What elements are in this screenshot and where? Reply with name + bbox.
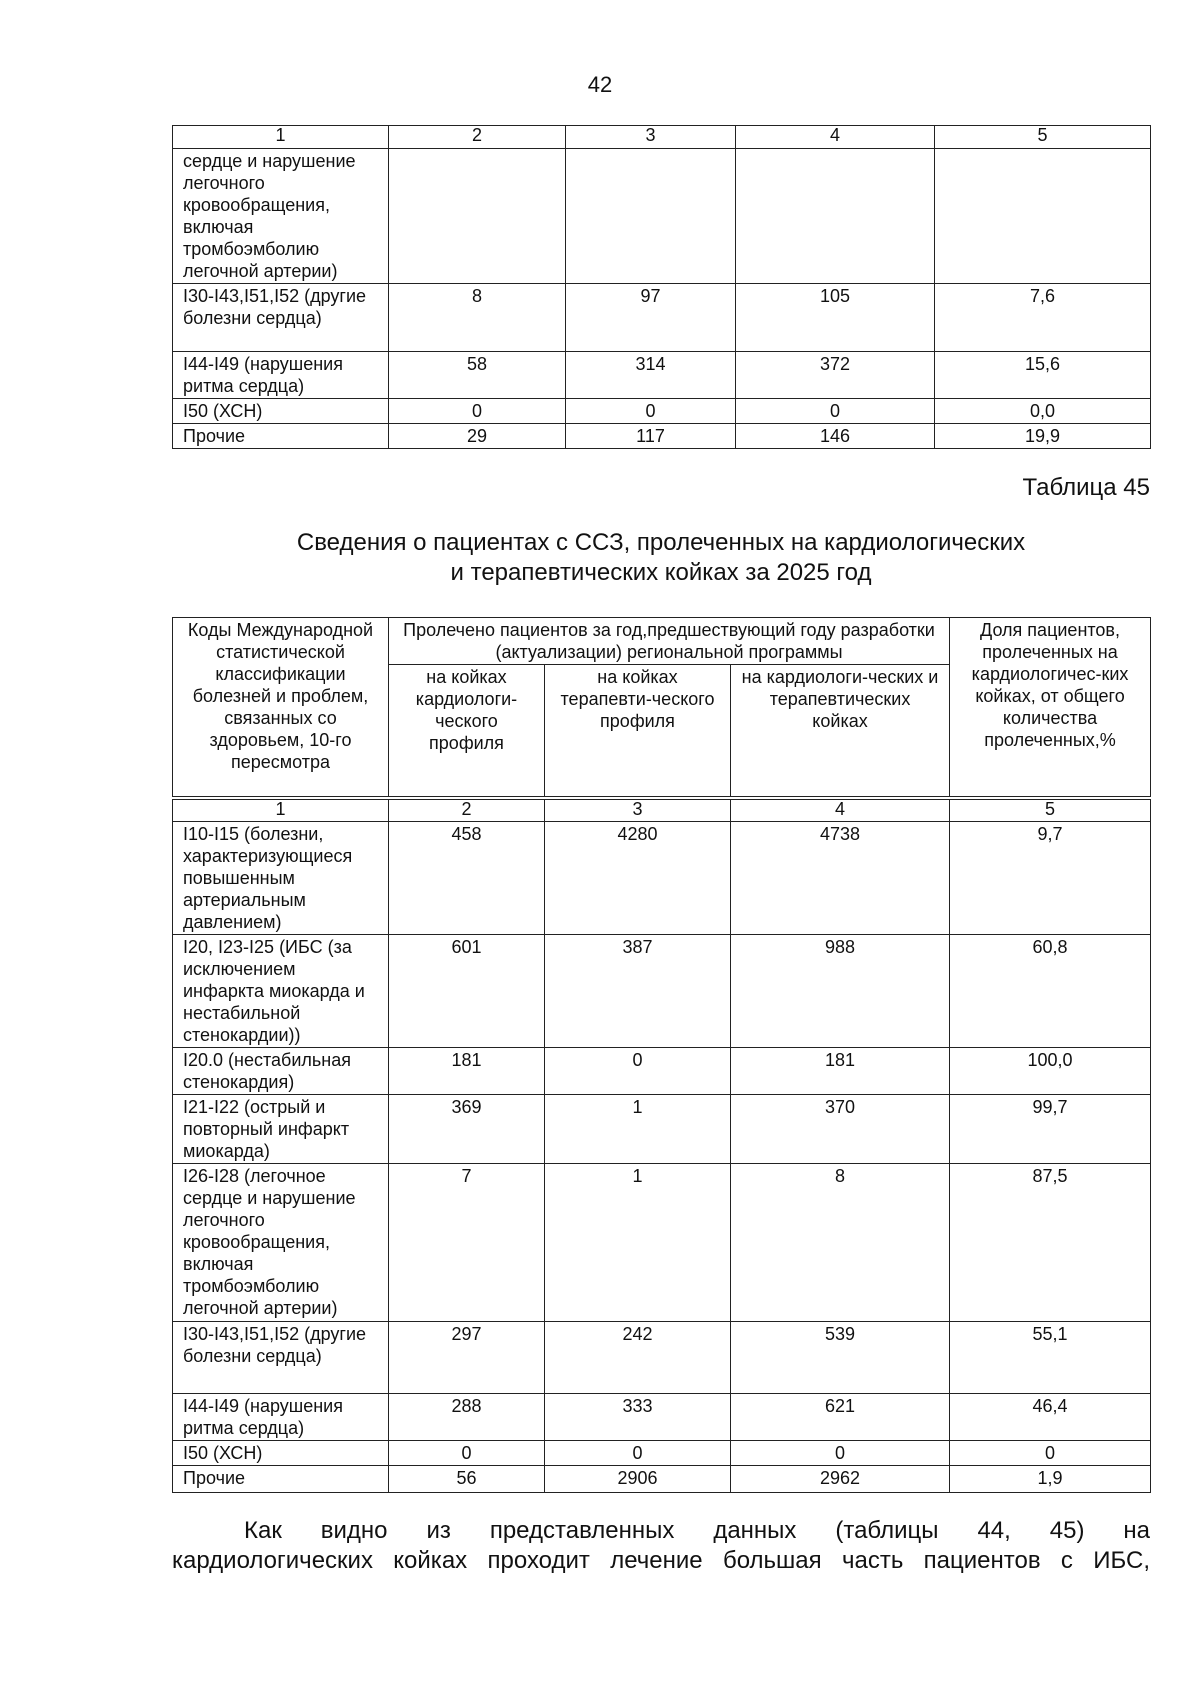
table-row — [173, 1322, 1151, 1394]
value-cell: 539 — [731, 1322, 950, 1394]
row-label-cell: сердце и нарушение легочного кровообращения, включая тромбоэмболию легочной артерии) — [173, 149, 389, 284]
column-number-cell: 3 — [566, 126, 736, 149]
table-row — [173, 935, 1151, 1048]
value-cell: 2962 — [731, 1466, 950, 1493]
column-number-cell: 5 — [935, 126, 1151, 149]
column-number-cell: 5 — [950, 800, 1151, 822]
row-label-cell: I50 (ХСН) — [173, 399, 389, 424]
value-cell: 60,8 — [950, 935, 1151, 1048]
caption-line-2: и терапевтических койках за 2025 год — [450, 559, 872, 586]
value-cell: 97 — [566, 284, 736, 352]
value-cell: 0 — [389, 399, 566, 424]
table-row — [173, 352, 1151, 399]
value-cell: 4738 — [731, 822, 950, 935]
value-cell: 56 — [389, 1466, 545, 1493]
paragraph-line-2: кардиологических койках проходит лечение большая часть пациентов с ИБС, — [172, 1547, 1150, 1574]
row-label-cell: I10-I15 (болезни, характеризующиеся повышенным артериальным давлением) — [173, 822, 389, 935]
value-cell — [389, 149, 566, 284]
table-45 — [172, 799, 1151, 1493]
header-group-treated: Пролечено пациентов за год,предшествующий году разработки (актуализации) региональной программы — [389, 618, 950, 665]
row-label-cell: I50 (ХСН) — [173, 1441, 389, 1466]
table-row — [173, 1095, 1151, 1164]
value-cell: 181 — [389, 1048, 545, 1095]
column-number-cell: 4 — [731, 800, 950, 822]
value-cell: 4280 — [545, 822, 731, 935]
value-cell: 1,9 — [950, 1466, 1151, 1493]
value-cell: 29 — [389, 424, 566, 449]
value-cell: 55,1 — [950, 1322, 1151, 1394]
table-row — [173, 149, 1151, 284]
row-label-cell: I21-I22 (острый и повторный инфаркт миокарда) — [173, 1095, 389, 1164]
value-cell: 314 — [566, 352, 736, 399]
header-col-share: Доля пациентов, пролеченных на кардиологичес-ких койках, от общего количества пролеченных,% — [950, 618, 1151, 797]
value-cell: 372 — [736, 352, 935, 399]
value-cell: 99,7 — [950, 1095, 1151, 1164]
table-row — [173, 1441, 1151, 1466]
value-cell: 1 — [545, 1095, 731, 1164]
value-cell: 105 — [736, 284, 935, 352]
column-number-cell: 2 — [389, 126, 566, 149]
page-number: 42 — [587, 72, 613, 97]
row-label-cell: I30-I43,I51,I52 (другие болезни сердца) — [173, 1322, 389, 1394]
value-cell: 369 — [389, 1095, 545, 1164]
value-cell: 297 — [389, 1322, 545, 1394]
value-cell: 2906 — [545, 1466, 731, 1493]
header-sub-therapy: на койках терапевти-ческого профиля — [545, 665, 731, 797]
row-label-cell: I44-I49 (нарушения ритма сердца) — [173, 1394, 389, 1441]
table-row — [173, 1466, 1151, 1493]
paragraph-line-1: Как видно из представленных данных (таблицы 44, 45) на — [244, 1517, 1150, 1544]
value-cell: 117 — [566, 424, 736, 449]
value-cell: 0 — [731, 1441, 950, 1466]
row-label-cell: Прочие — [173, 424, 389, 449]
value-cell: 458 — [389, 822, 545, 935]
table-row — [173, 1394, 1151, 1441]
value-cell: 0 — [545, 1048, 731, 1095]
value-cell: 146 — [736, 424, 935, 449]
value-cell: 87,5 — [950, 1164, 1151, 1322]
table-row — [173, 822, 1151, 935]
value-cell: 601 — [389, 935, 545, 1048]
value-cell: 181 — [731, 1048, 950, 1095]
column-number-cell: 3 — [545, 800, 731, 822]
row-label-cell: I20, I23-I25 (ИБС (за исключением инфаркта миокарда и нестабильной стенокардии)) — [173, 935, 389, 1048]
value-cell: 7,6 — [935, 284, 1151, 352]
table-44-continued — [172, 125, 1151, 449]
body-paragraph — [172, 1516, 1150, 1576]
value-cell: 242 — [545, 1322, 731, 1394]
table-45-header — [172, 617, 1151, 797]
value-cell: 387 — [545, 935, 731, 1048]
row-label-cell: Прочие — [173, 1466, 389, 1493]
value-cell: 100,0 — [950, 1048, 1151, 1095]
row-label-cell: I20.0 (нестабильная стенокардия) — [173, 1048, 389, 1095]
value-cell — [736, 149, 935, 284]
table-number-label: Таблица 45 — [1022, 474, 1150, 501]
value-cell: 46,4 — [950, 1394, 1151, 1441]
column-number-cell: 4 — [736, 126, 935, 149]
table-caption — [172, 528, 1150, 588]
value-cell: 0 — [566, 399, 736, 424]
value-cell: 0 — [736, 399, 935, 424]
value-cell: 15,6 — [935, 352, 1151, 399]
value-cell: 333 — [545, 1394, 731, 1441]
value-cell: 1 — [545, 1164, 731, 1322]
caption-line-1: Сведения о пациентах с ССЗ, пролеченных на кардиологических — [296, 529, 1026, 556]
header-sub-cardio: на койках кардиологи-ческого профиля — [389, 665, 545, 797]
table-row — [173, 1048, 1151, 1095]
table-row — [173, 424, 1151, 449]
value-cell: 58 — [389, 352, 566, 399]
column-number-cell: 1 — [173, 800, 389, 822]
table-row — [173, 1164, 1151, 1322]
value-cell: 0 — [545, 1441, 731, 1466]
value-cell: 988 — [731, 935, 950, 1048]
value-cell: 0 — [950, 1441, 1151, 1466]
value-cell: 7 — [389, 1164, 545, 1322]
table-row — [173, 399, 1151, 424]
row-label-cell: I26-I28 (легочное сердце и нарушение легочного кровообращения, включая тромбоэмболию легочной артерии) — [173, 1164, 389, 1322]
header-sub-both: на кардиологи-ческих и терапевтических койках — [731, 665, 950, 797]
row-label-cell: I44-I49 (нарушения ритма сердца) — [173, 352, 389, 399]
value-cell: 8 — [389, 284, 566, 352]
column-number-cell: 1 — [173, 126, 389, 149]
value-cell — [566, 149, 736, 284]
value-cell: 8 — [731, 1164, 950, 1322]
column-number-row — [173, 800, 1151, 822]
value-cell: 288 — [389, 1394, 545, 1441]
value-cell: 621 — [731, 1394, 950, 1441]
value-cell: 0 — [389, 1441, 545, 1466]
table-row — [173, 284, 1151, 352]
value-cell: 19,9 — [935, 424, 1151, 449]
column-number-cell: 2 — [389, 800, 545, 822]
value-cell: 370 — [731, 1095, 950, 1164]
value-cell — [935, 149, 1151, 284]
column-number-row — [173, 126, 1151, 149]
header-col-codes: Коды Международной статистической классификации болезней и проблем, связанных со здоровьем, 10-го пересмотра — [173, 618, 389, 797]
value-cell: 0,0 — [935, 399, 1151, 424]
row-label-cell: I30-I43,I51,I52 (другие болезни сердца) — [173, 284, 389, 352]
value-cell: 9,7 — [950, 822, 1151, 935]
